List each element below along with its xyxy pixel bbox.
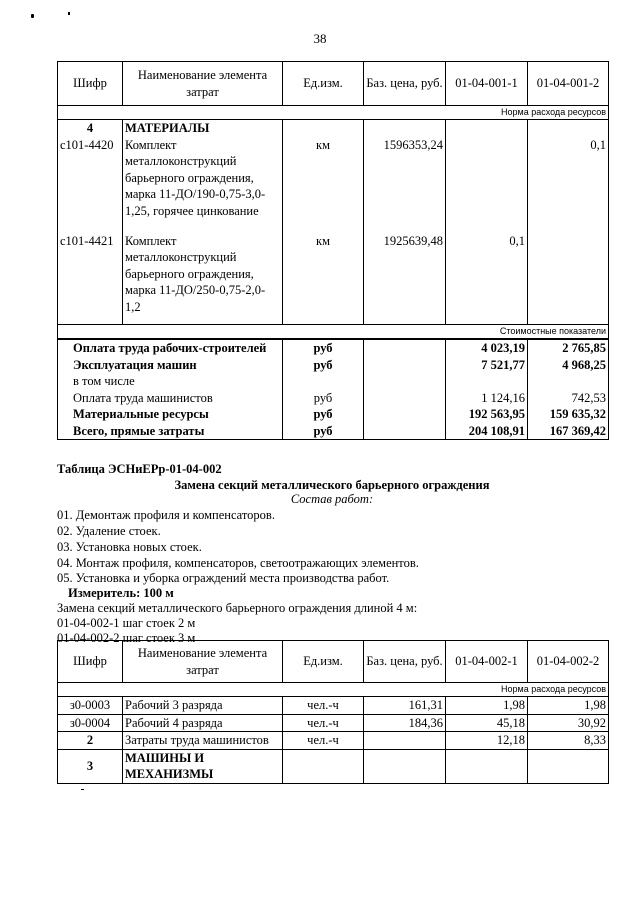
- table-header-row: [58, 62, 609, 106]
- cost-row: Эксплуатация машин руб 7 521,77 4 968,25: [58, 357, 609, 374]
- page-number: 38: [313, 31, 327, 46]
- row-price: 1596353,24: [364, 137, 446, 233]
- col-header-price: Баз. цена, руб.: [364, 62, 446, 106]
- meter-label: Измеритель: 100 м: [68, 586, 174, 600]
- cost-row: Всего, прямые затраты руб 204 108,91 167 369,42: [58, 423, 609, 440]
- col-header-v1: 01-04-001-1: [446, 62, 528, 106]
- row-code: с101-4421: [58, 233, 123, 325]
- work-item: 05. Установка и уборка ограждений места производства работ.: [57, 571, 390, 585]
- cost-row: Материальные ресурсы руб 192 563,95 159 635,32: [58, 406, 609, 423]
- table-title: Таблица ЭСНиЕРр-01-04-002: [57, 462, 222, 476]
- norm-label-row: [58, 106, 609, 120]
- norm-label: Норма расхода ресурсов: [58, 683, 609, 697]
- table-row: [58, 233, 609, 325]
- resource-table-2: [57, 640, 609, 784]
- row-v1: 0,1: [446, 233, 528, 325]
- norm-label-row: [58, 683, 609, 697]
- row-v2: 0,1: [528, 137, 609, 233]
- section-name: МАТЕРИАЛЫ: [123, 120, 283, 137]
- variant: 01-04-002-1 шаг стоек 2 м: [57, 616, 196, 630]
- section-code: 4: [58, 120, 123, 137]
- row-unit: км: [283, 233, 364, 325]
- resource-table-1: [57, 61, 609, 440]
- row-unit: км: [283, 137, 364, 233]
- cost-label: Стоимостные показатели: [58, 325, 609, 340]
- table-header-row: [58, 641, 609, 683]
- scan-mark: [81, 789, 84, 790]
- table-row: 2 Затраты труда машинистов чел.-ч 12,18 8,33: [58, 732, 609, 750]
- row-v1: [446, 137, 528, 233]
- cost-row: в том числе: [58, 373, 609, 390]
- cost-row: Оплата труда машинистов руб 1 124,16 742,53: [58, 390, 609, 407]
- section-code: 3: [58, 749, 123, 783]
- col-header-v2: 01-04-001-2: [528, 62, 609, 106]
- section-row: [58, 120, 609, 137]
- row-name: Комплект металлоконструкций барьерного ограждения, марка 11-ДО/250-0,75-2,0- 1,2: [123, 233, 283, 325]
- section-row: [58, 749, 609, 783]
- table-row: [58, 137, 609, 233]
- col-header-v2: 01-04-002-2: [528, 641, 609, 683]
- row-code: с101-4420: [58, 137, 123, 233]
- composition-label: Состав работ:: [290, 492, 374, 506]
- cost-row: Оплата труда рабочих-строителей руб 4 023,19 2 765,85: [58, 339, 609, 357]
- table-row: з0-0004 Рабочий 4 разряда чел.-ч 184,36 45,18 30,92: [58, 714, 609, 732]
- col-header-unit: Ед.изм.: [283, 62, 364, 106]
- table-row: з0-0003 Рабочий 3 разряда чел.-ч 161,31 1,98 1,98: [58, 697, 609, 715]
- work-item: 04. Монтаж профиля, компенсаторов, светоотражающих элементов.: [57, 556, 419, 570]
- section-heading: Замена секций металлического барьерного ограждения: [174, 478, 490, 492]
- section-name: МАШИНЫ И МЕХАНИЗМЫ: [123, 749, 283, 783]
- col-header-name: Наименование элемента затрат: [123, 62, 283, 106]
- norm-label: Норма расхода ресурсов: [58, 106, 609, 120]
- work-item: 02. Удаление стоек.: [57, 524, 161, 538]
- col-header-code: Шифр: [58, 62, 123, 106]
- work-description: Замена секций металлического барьерного ограждения длиной 4 м:: [57, 601, 418, 615]
- row-name: Комплект металлоконструкций барьерного ограждения, марка 11-ДО/190-0,75-3,0- 1,25, горячее цинкование: [123, 137, 283, 233]
- scan-speck: [68, 12, 70, 15]
- variant: 01-04-002-2 шаг стоек 3 м: [57, 631, 196, 645]
- work-item: 01. Демонтаж профиля и компенсаторов.: [57, 508, 275, 522]
- col-header-price: Баз. цена, руб.: [364, 641, 446, 683]
- work-item: 03. Установка новых стоек.: [57, 540, 202, 554]
- col-header-code: Шифр: [58, 641, 123, 683]
- scan-speck: [31, 14, 34, 18]
- col-header-name: Наименование элемента затрат: [123, 641, 283, 683]
- col-header-v1: 01-04-002-1: [446, 641, 528, 683]
- row-v2: [528, 233, 609, 325]
- col-header-unit: Ед.изм.: [283, 641, 364, 683]
- row-price: 1925639,48: [364, 233, 446, 325]
- cost-label-row: [58, 325, 609, 340]
